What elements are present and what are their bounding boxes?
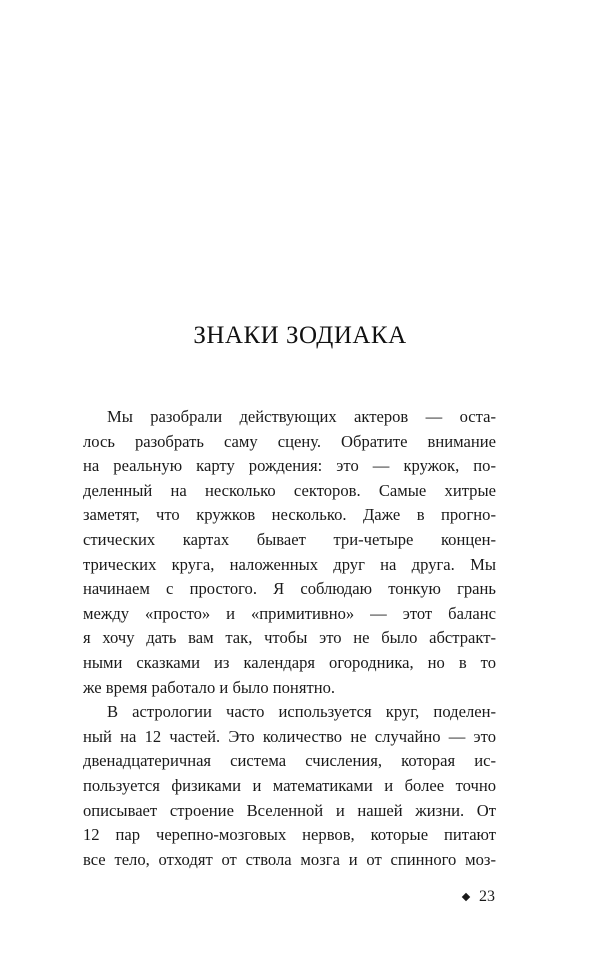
- text-line: описывает строение Вселенной и нашей жизни. От: [83, 800, 496, 820]
- text-line: лось разобрать саму сцену. Обратите внимание: [83, 431, 496, 451]
- text-line: же время работало и было понятно.: [83, 677, 336, 697]
- text-line: двенадцатеричная система счисления, которая ис-: [83, 751, 496, 771]
- text-line: Мы разобрали действующих актеров — оста-: [107, 407, 496, 426]
- text-line: все тело, отходят от ствола мозга и от спинного моз-: [83, 849, 496, 869]
- page-number: 23: [479, 888, 495, 905]
- text-line: ный на 12 частей. Это количество не случайно — это: [83, 726, 496, 746]
- text-line: ными сказками из календаря огородника, но в то: [83, 652, 496, 672]
- text-line: стических картах бывает три-четыре концен-: [83, 529, 496, 549]
- diamond-icon: [462, 893, 470, 901]
- text-line: трических круга, наложенных друг на друга. Мы: [83, 554, 496, 574]
- text-line: на реальную карту рождения: это — кружок, по-: [83, 456, 496, 476]
- text-line: я хочу дать вам так, чтобы это не было абстракт-: [83, 628, 496, 648]
- paragraph-2: [83, 700, 496, 872]
- body-text: [83, 405, 496, 872]
- paragraph-1: [83, 405, 496, 700]
- text-line: 12 пар черепно-мозговых нервов, которые питают: [83, 825, 496, 845]
- chapter-title: ЗНАКИ ЗОДИАКА: [193, 322, 407, 349]
- text-line: заметят, что кружков несколько. Даже в прогно-: [83, 505, 496, 525]
- text-line: В астрологии часто используется круг, поделен-: [107, 702, 496, 722]
- text-line: пользуется физиками и математиками и более точно: [83, 775, 496, 795]
- text-line: деленный на несколько секторов. Самые хитрые: [83, 480, 496, 500]
- text-line: между «просто» и «примитивно» — этот баланс: [83, 603, 496, 623]
- page-footer: [463, 888, 495, 906]
- text-line: начинаем с простого. Я соблюдаю тонкую грань: [83, 579, 496, 599]
